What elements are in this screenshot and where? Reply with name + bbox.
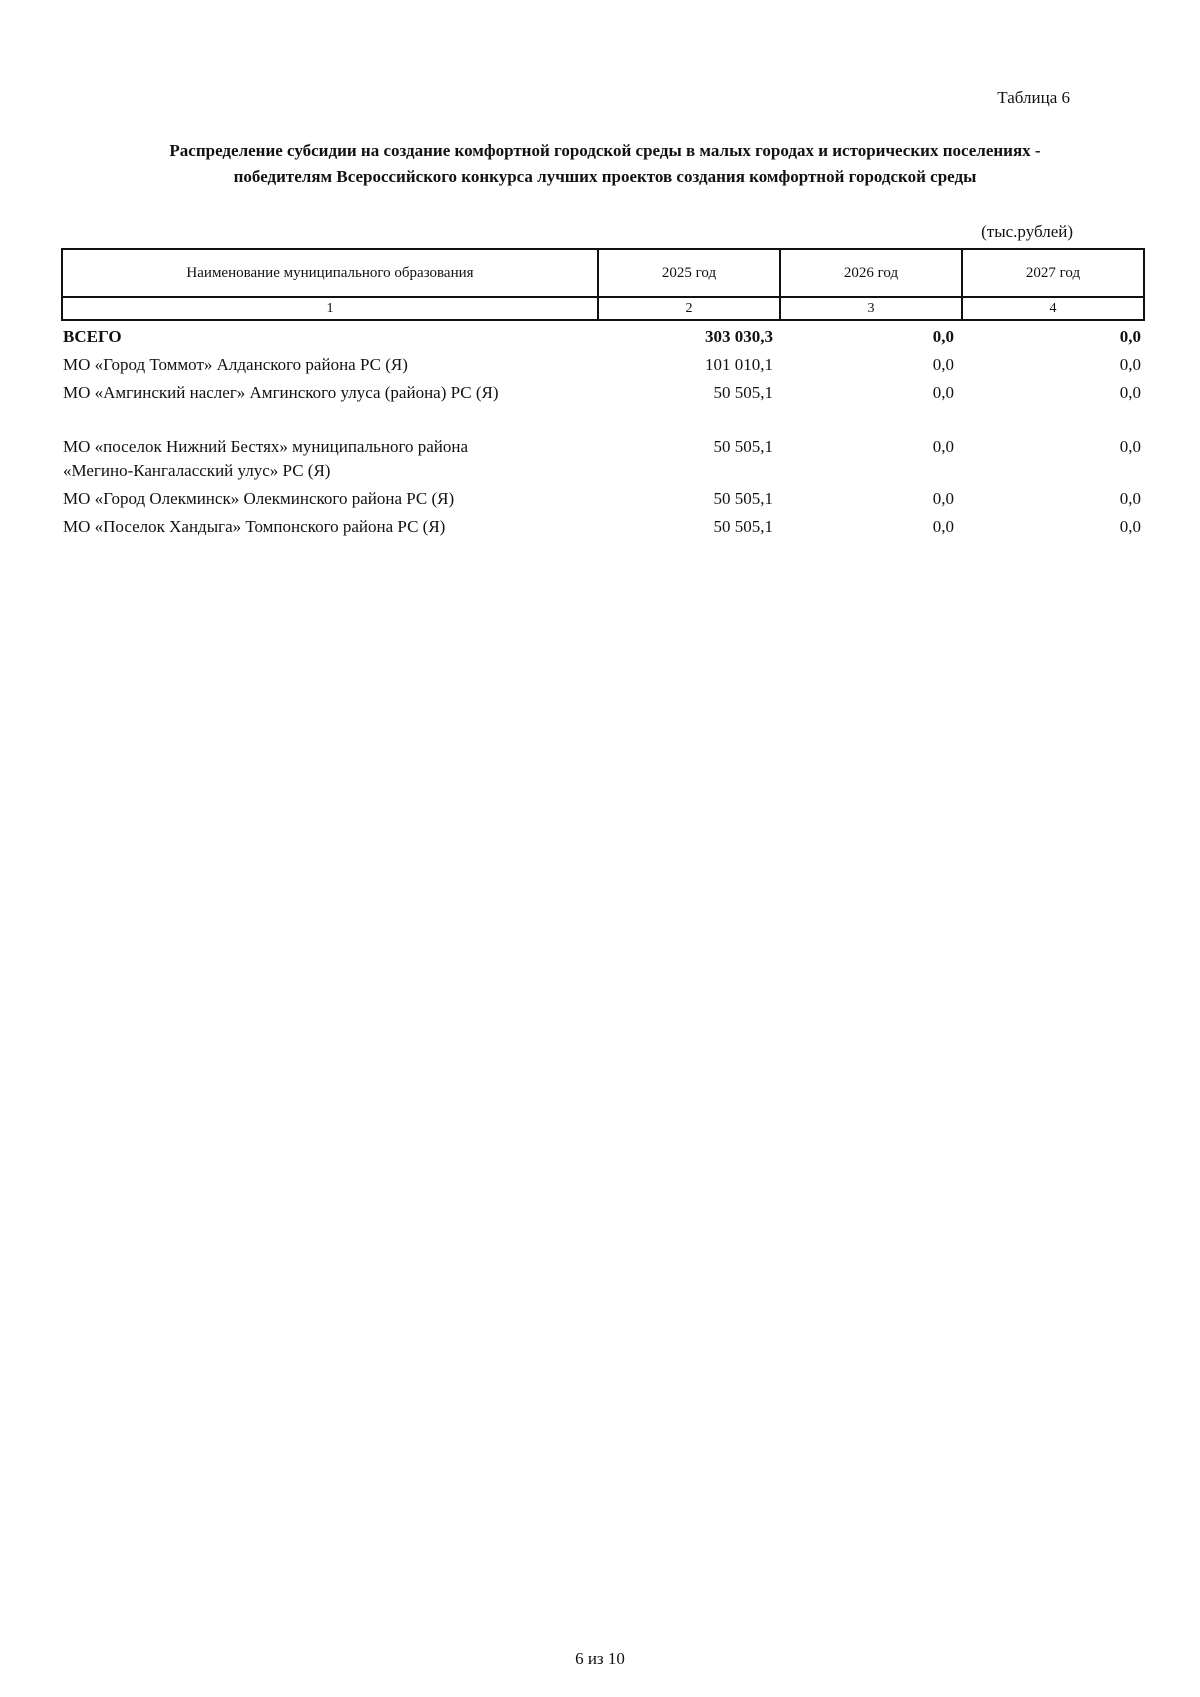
- value-2027: 0,0: [1119, 489, 1141, 508]
- value-2027: 0,0: [1119, 355, 1141, 374]
- value-2025: 50 505,1: [713, 383, 773, 402]
- title-line-2: победителям Всероссийского конкурса лучших проектов создания комфортной городской среды: [233, 167, 977, 186]
- units-label: (тыс.рублей): [981, 222, 1073, 241]
- table-row: [63, 353, 1145, 381]
- municipality-name-line-1: МО «поселок Нижний Бестях» муниципального района: [63, 437, 469, 456]
- value-2026: 0,0: [932, 517, 954, 536]
- value-2026: 0,0: [932, 437, 954, 456]
- municipality-name: МО «Город Томмот» Алданского района РС (Я): [63, 355, 408, 374]
- title-line-1: Распределение субсидии на создание комфортной городской среды в малых городах и исторических поселениях -: [169, 141, 1041, 160]
- value-2026: 0,0: [932, 355, 954, 374]
- municipality-name: МО «Город Олекминск» Олекминского района РС (Я): [63, 489, 455, 508]
- header-2025: 2025 год: [598, 249, 780, 297]
- total-2027: 0,0: [1119, 327, 1141, 346]
- value-2025: 50 505,1: [713, 489, 773, 508]
- total-label: ВСЕГО: [63, 327, 122, 346]
- table-row: [63, 435, 1145, 487]
- table-label: Таблица 6: [997, 88, 1070, 107]
- value-2027: 0,0: [1119, 383, 1141, 402]
- value-2026: 0,0: [932, 383, 954, 402]
- header-2026: 2026 год: [780, 249, 962, 297]
- municipality-name: МО «Поселок Хандыга» Томпонского района РС (Я): [63, 517, 446, 536]
- row-spacer: [63, 409, 1145, 435]
- column-number: 2: [598, 297, 780, 320]
- value-2027: 0,0: [1119, 437, 1141, 456]
- total-2026: 0,0: [932, 327, 954, 346]
- table-row: [63, 381, 1145, 409]
- column-number-row: [62, 297, 1144, 320]
- column-number: 4: [962, 297, 1144, 320]
- total-row: [63, 325, 1145, 353]
- municipality-name-line-2: «Мегино-Кангаласский улус» РС (Я): [63, 461, 331, 480]
- table-row: [63, 487, 1145, 515]
- header-2027: 2027 год: [962, 249, 1144, 297]
- page-number: 6 из 10: [575, 1649, 625, 1668]
- total-2025: 303 030,3: [705, 327, 773, 346]
- value-2026: 0,0: [932, 489, 954, 508]
- column-number: 1: [62, 297, 598, 320]
- table-body: [63, 325, 1145, 543]
- column-number: 3: [780, 297, 962, 320]
- document-title: [60, 138, 1150, 190]
- table-row: [63, 515, 1145, 543]
- value-2025: 50 505,1: [713, 517, 773, 536]
- header-name: Наименование муниципального образования: [62, 249, 598, 297]
- table-header: [61, 248, 1145, 321]
- municipality-name: [63, 435, 594, 487]
- value-2025: 101 010,1: [705, 355, 773, 374]
- value-2025: 50 505,1: [713, 437, 773, 456]
- header-row: [62, 249, 1144, 297]
- value-2027: 0,0: [1119, 517, 1141, 536]
- municipality-name: МО «Амгинский наслег» Амгинского улуса (района) РС (Я): [63, 383, 499, 402]
